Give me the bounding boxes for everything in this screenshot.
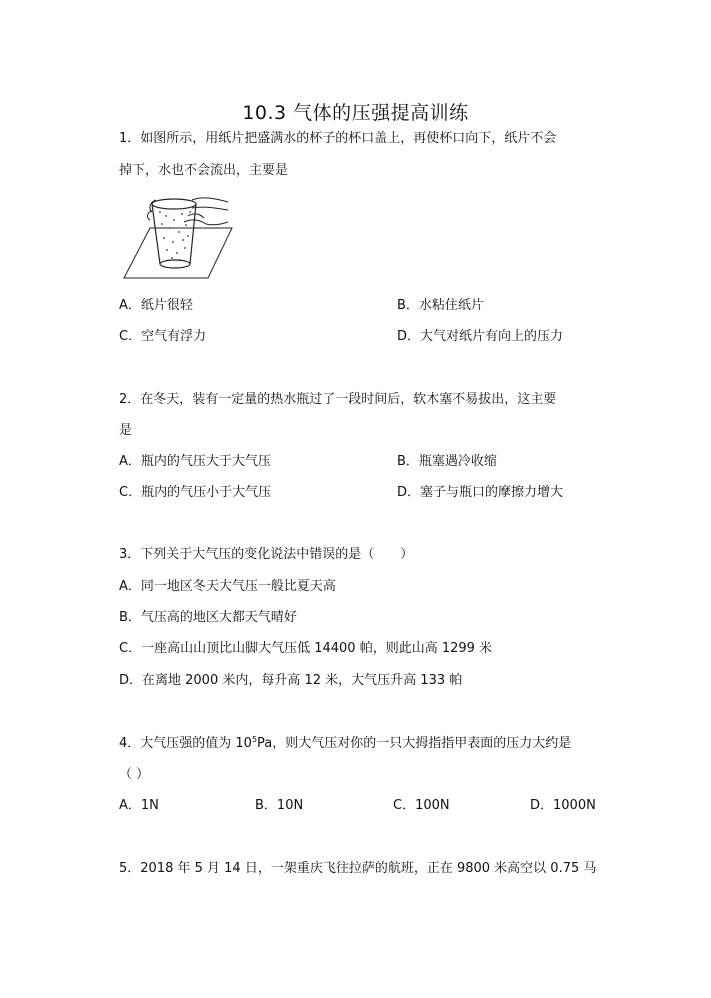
q1-option-d: D．大气对纸片有向上的压力 bbox=[397, 329, 564, 344]
q1-option-b: B．水粘住纸片 bbox=[397, 298, 484, 313]
q4-stem-line1 bbox=[119, 736, 571, 752]
q4-stem-post: Pa，则大气压对你的一只大拇指指甲表面的压力大约是 bbox=[257, 736, 572, 751]
q4-option-c: C．100N bbox=[393, 798, 450, 813]
q3-stem: 3．下列关于大气压的变化说法中错误的是（ ） bbox=[119, 547, 414, 562]
q3-option-a: A．同一地区冬天大气压一般比夏天高 bbox=[119, 579, 336, 594]
q1-stem-line2: 掉下，水也不会流出，主要是 bbox=[119, 163, 289, 178]
q4-stem-exponent: 5 bbox=[251, 735, 258, 744]
q2-option-b: B．瓶塞遇冷收缩 bbox=[397, 454, 497, 469]
q4-stem-pre: 4．大气压强的值为 10 bbox=[119, 736, 252, 751]
q3-option-c: C．一座高山山顶比山脚大气压低 14400 帕，则此山高 1299 米 bbox=[119, 641, 493, 656]
q2-stem-line2: 是 bbox=[119, 423, 133, 438]
cup-paper-illustration bbox=[122, 190, 234, 282]
q2-stem-line1: 2．在冬天，装有一定量的热水瓶过了一段时间后，软木塞不易拔出，这主要 bbox=[119, 392, 557, 407]
q1-stem-line1: 1．如图所示，用纸片把盛满水的杯子的杯口盖上，再使杯口向下，纸片不会 bbox=[119, 131, 557, 146]
q4-option-d: D．1000N bbox=[530, 798, 596, 813]
q4-stem-line2: （ ） bbox=[119, 767, 150, 782]
q2-option-d: D．塞子与瓶口的摩擦力增大 bbox=[397, 485, 564, 500]
q5-stem-line1: 5．2018 年 5 月 14 日，一架重庆飞往拉萨的航班，正在 9800 米高空以 0.75 马 bbox=[119, 861, 597, 876]
q1-option-c: C．空气有浮力 bbox=[119, 329, 207, 344]
page-title: 10.3 气体的压强提高训练 bbox=[242, 102, 469, 124]
q4-option-b: B．10N bbox=[255, 798, 304, 813]
q2-option-c: C．瓶内的气压小于大气压 bbox=[119, 485, 272, 500]
q4-option-a: A．1N bbox=[119, 798, 159, 813]
q3-option-d: D．在离地 2000 米内，每升高 12 米，大气压升高 133 帕 bbox=[119, 673, 463, 688]
q2-option-a: A．瓶内的气压大于大气压 bbox=[119, 454, 271, 469]
q3-option-b: B．气压高的地区大都天气晴好 bbox=[119, 610, 297, 625]
q1-option-a: A．纸片很轻 bbox=[119, 298, 193, 313]
